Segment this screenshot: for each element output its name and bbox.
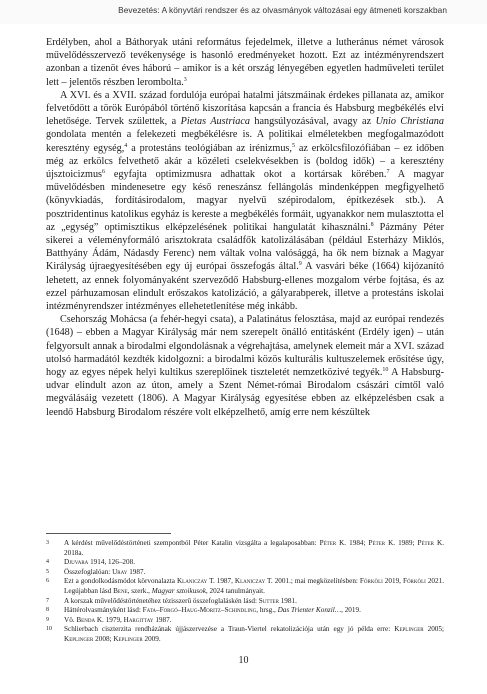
text-run: Erdélyben, ahol a Báthoryak utáni református fejedelmek, illetve a lutheránus német városok művelődésszervező tevékenysége is hasonló eredményeket hozott. Ezt az intézményrendszert azonban a tizenöt éves háború – amikor is a két ország lényegében egyetlen hadműveleti terület lett – jelentős részben lerombolta. [46,37,444,88]
italic-title: Magyar sztoikusok [151,586,206,595]
text-run: 2019, [382,577,403,586]
text-run: gondolata mentén a felekezeti megbékélésre is. A politikai elméletekben megfogalmazódott keresztény egység, [46,129,444,154]
text-run: A korszak művelődéstörténetéhez tézisszerű összefoglaláskén lásd: [64,596,259,605]
text-run: , 2019. [341,606,361,615]
text-run: egyfajta optimizmusra adhattak okot a kortársak körében. [105,169,387,181]
author-name: Djuvara [64,558,89,567]
author-name: Sutter [258,596,279,605]
main-text [46,36,444,419]
author-name: Keplinger [64,634,94,643]
text-run: Összefoglalóan: [64,567,113,576]
text-run: 2018a. [64,548,84,557]
footnote [46,625,444,644]
footnote [46,606,444,616]
page-number: 10 [238,655,249,666]
footnotes [46,539,444,645]
author-name: Uray [112,567,128,576]
footnote-text [64,625,444,644]
text-run: A kérdést művelődéstörténeti szempontból Péter Katalin vizsgálta a legalaposabban: [64,539,320,547]
italic-title: Unio Christiana [375,116,444,128]
author-name: Keplinger [113,634,143,643]
text-run: 1987. [153,615,172,624]
footnote-number: 5 [46,568,49,575]
text-run: 1984; [346,539,369,547]
text-run: a protestáns teológiában az irénizmus, [127,142,292,154]
text-run: hangsúlyozásával, avagy az [249,116,376,128]
footnote-ref: 6 [102,169,106,176]
author-name: Fata–Forgó–Haug-Moritz–Schindling [142,606,257,615]
footnote-text [64,606,444,616]
text-run: A XVI. és a XVII. század fordulója európai hatalmi játszmáinak érdekes pillanata az, amikor felvetődött a török Európából történő kiszorítása kapcsán a francia és Habsburg megbékélés elvi lehetősége. Tervek születtek, a [46,89,444,128]
italic-title: Das Trienter Konzil… [277,606,342,615]
footnote-ref: 4 [124,142,128,149]
footnote-number: 9 [46,616,49,623]
author-name: Bene [113,586,128,595]
footnote-ref: 9 [298,261,302,268]
text-run: 1981. [278,596,297,605]
text-run: az erkölcsfilozófiában – ez időben még az erkölcs felvethető akár a közéleti cselekvésekben is (boldog idők) – a keresztény újsztoicizmus [46,142,444,181]
footnote-text [64,539,444,558]
text-run: A vasvári béke (1664) kijózanító lehetett, az ennek folyományaként szerveződő Habsburg-ellenes mozgalom vérbe fojtása, és az ezzel párhuzamosan elindult erőszakos katolizáció, a gályarabperek, illetve a protestáns iskolai intézményrendszer intézményes ellehetetlenítése még inkább. [46,261,444,313]
text-run: , hrsg., [256,606,278,615]
footnote-text [64,616,444,626]
footnote [46,558,444,568]
text-run: Pázmány Péter sikerei a véleményformáló arisztokrata családfők katolizálásában (például Esterházy Miklós, Batthyány Ádám, Nádasdy Ferenc) nem váltak volna valósággá, ha ők nem bíznak a Magyar Királyság újraegyesítésében egy új európai összefogás által. [46,221,444,273]
text-run: 1989; [395,539,418,547]
text-run: Csehország Mohácsa (a fehér-hegyi csata), a Palatinátus felosztása, majd az európai rendezés (1648) – ebben a Magyar Királyság már nem szerepelt önálló entitásként (Erdély igen) – után felgyorsult annak a birodalmi elgondolásnak a végrehajtása, amelynek elemeit már a XVI. század utolsó harmadától kezdték kidolgozni: a birodalmi közös kulturális kultuszelemek erősítése úgy, hogy az egyes népek helyi kultikus szereplőinek tiszteletét nemzetközivé tegyék. [46,314,444,379]
text-run: Ezt a gondolkodásmódot körvonalazta [64,577,177,586]
footnote-divider [46,533,171,534]
text-run: , 2024 tanulmányait. [205,586,265,595]
author-name: Péter K. [319,539,347,547]
author-name: Hargittay [123,615,154,624]
footnote-number: 10 [46,626,52,633]
running-header [0,0,487,24]
footnote-number: 3 [46,540,49,546]
text-run: 2021. Legújabban lásd [64,577,445,595]
footnote [46,568,444,578]
footnote-ref: 8 [370,221,374,228]
text-run: , szerk., [127,586,152,595]
footnote-ref: 5 [291,142,295,149]
footnote-number: 6 [46,578,49,585]
footnote-text [64,597,444,607]
footnote-text [64,558,444,568]
author-name: Keplinger [394,625,424,634]
author-name: Klaniczay T. [176,577,215,586]
text-run: 2008; [93,634,114,643]
text-run: 1987, [214,577,235,586]
text-run: 2001.; mai megközelítésben: [272,577,360,586]
text-run: A Habsburg-udvar elindult azon az úton, amely a Szent Német-római Birodalom császári címtől való megválásáig vezetett (1806). A Magyar Királyság egyesítése ebben az elképzelésben csak a leendő Habsburg Birodalom részére volt elképzelhető, amíg erre nem készültek [46,367,444,418]
footnote-number: 4 [46,559,49,566]
italic-title: Pietas Austriaca [180,116,250,128]
footnote-ref: 10 [382,367,389,374]
text-run: Háttérolvasmányként lásd: [64,606,143,615]
paragraph [46,36,444,89]
footnote [46,539,444,558]
text-run: 1914, 126–208. [88,558,135,567]
author-name: Klaniczay T. [234,577,273,586]
author-name: Péter K. [417,539,445,547]
text-run: Schlierbach ciszterzita rendházának újjászervezése a Traun-Viertel rekatolizációja után egy jó példa erre: [64,625,395,634]
text-run: 2009. [142,634,161,643]
footnote [46,577,444,596]
author-name: Förköli [359,577,383,586]
footnote [46,616,444,626]
footnote-ref: 7 [386,169,390,176]
author-name: Péter K. [368,539,396,547]
footnote-ref: 3 [183,76,187,83]
footnote-text [64,577,444,596]
paragraph [46,89,444,313]
text-run: 2005; [423,625,444,634]
text-run: A magyar művelődésben mindenesetre egy késő reneszánsz fellángolás mindenképpen megfigyelhető (könyvkiadás, fordításirodalom, magyar nyelvű szépirodalom, építkezések stb.). A posztridentinus katolikus egyház is kereste a megbékélés formáit, ugyanakkor nem mulasztotta el az „egység” optimisztikus elképzelésének politikai hangulatát kihasználni. [46,169,444,233]
footnote-number: 7 [46,597,49,604]
running-title: Bevezetés: A könyvtári rendszer és az olvasmányok változásai egy átmeneti korszakban [118,5,447,15]
text-run: Vö. [64,615,77,624]
footnote [46,597,444,607]
footnote-number: 8 [46,607,49,614]
author-name: Förköli [402,577,426,586]
text-run: 1979, [103,615,124,624]
footnote-text [64,568,444,578]
text-run: 1987. [127,567,146,576]
author-name: Benda K. [76,615,104,624]
paragraph [46,313,444,419]
